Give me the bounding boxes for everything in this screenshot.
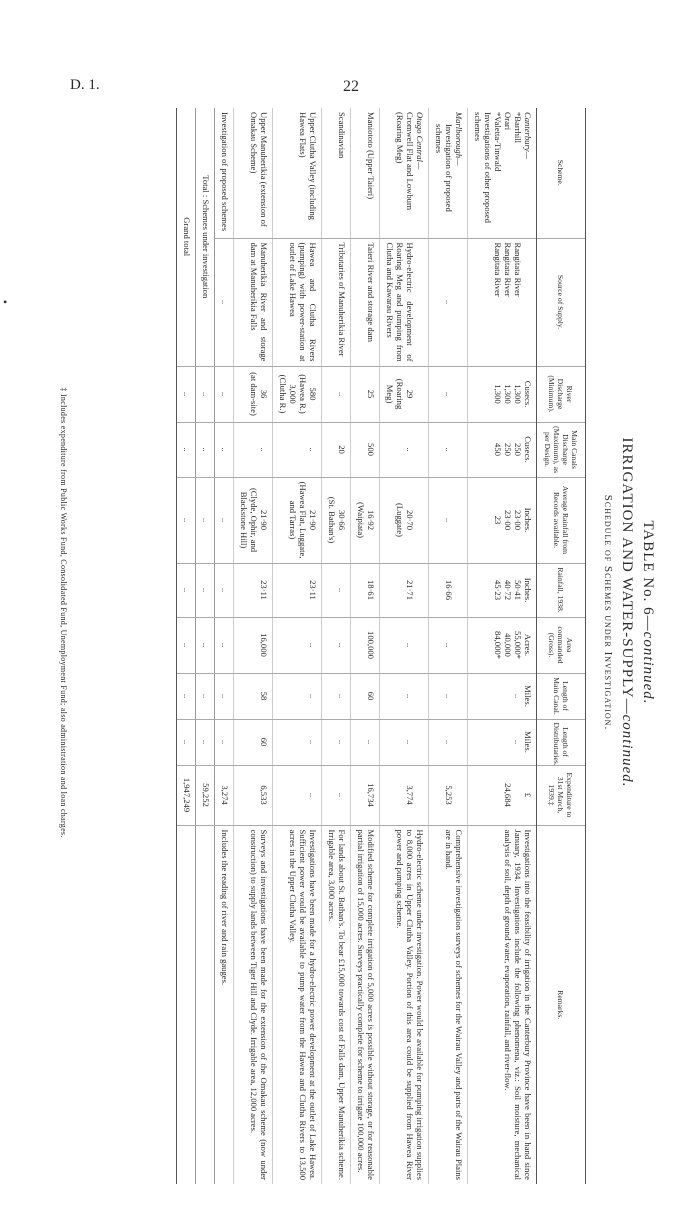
total-remarks xyxy=(196,825,215,1184)
area-cell xyxy=(380,617,429,673)
table-title-text: IRRIGATION AND WATER-SUPPLY xyxy=(619,437,635,699)
value: 250 xyxy=(513,443,523,456)
scheme-name: Investigations of other proposed schemes xyxy=(473,112,493,223)
source-text: Rangitata River xyxy=(503,242,513,297)
total-dots: .. xyxy=(196,563,215,617)
len-dist-cell: 60 xyxy=(234,719,273,765)
value: 21·90 xyxy=(308,509,318,531)
scheme-cell: Upper Manuherikia (extension of Omakau Scheme) xyxy=(234,108,273,238)
value: 580 xyxy=(308,387,318,401)
schedule-table-wrap xyxy=(176,108,586,1184)
grand-total-row xyxy=(177,108,196,1184)
canal-cell: 20 xyxy=(322,422,351,477)
col-rain1938: Rainfall, 1938. xyxy=(537,563,586,617)
unit-label: Miles. xyxy=(523,731,533,753)
region-otago-central: Otago Central— xyxy=(415,112,425,170)
col-remarks: Remarks. xyxy=(537,825,586,1184)
total-dots: .. xyxy=(177,617,196,673)
unit-label: £ xyxy=(523,792,533,798)
table-subtitle: Schedule of Schemes under Investigation. xyxy=(602,494,614,731)
len-dist-cell: .. xyxy=(215,719,234,765)
len-dist-cell: .. xyxy=(351,719,380,765)
remarks-cell: Investigations have been made for a hydro-electric power development at the outlet of Lake Hawea. Sufficient power would be available to pump water from the Hawea and Clutha Rivers to 13,500 acres in the Upper Clutha Valley. xyxy=(273,825,322,1184)
value: .. xyxy=(513,693,523,699)
remarks-cell: Includes the reading of river and rain gauges. xyxy=(215,825,234,1184)
headings xyxy=(602,0,656,1225)
rain1938-cell xyxy=(380,563,429,617)
avg-rain-cell xyxy=(351,477,380,563)
table-number-cont: continued. xyxy=(640,631,656,705)
value: (Waipiata) xyxy=(356,501,366,539)
area-cell: .. xyxy=(322,617,351,673)
river-cell xyxy=(234,366,273,422)
area-cell: 100,000 xyxy=(351,617,380,673)
avg-rain-cell: .. xyxy=(215,477,234,563)
remarks-cell: Comprehensive investigation surveys of schemes for the Wairau Valley and parts of the Wairau Plains are in hand. xyxy=(429,825,468,1184)
avg-rain-cell xyxy=(322,477,351,563)
avg-rain-cell xyxy=(380,477,429,563)
value: .. xyxy=(444,447,454,452)
footnote: ‡ Includes expenditure from Public Works Fund, Consolidated Fund, Unemployment Fund; also administration and loan charges. xyxy=(59,387,68,838)
remarks-cell: Hydro-electric scheme under investigation. Power would be available for pumping irrigation supplies to 8,000 acres in Upper Clutha Valley. Portion of this area could be supplied from Hawea River power and pumping scheme. xyxy=(380,825,429,1184)
value: 250 xyxy=(503,443,513,456)
value: .. xyxy=(444,739,454,745)
unit-label: Miles. xyxy=(523,685,533,707)
col-source: Source of Supply. xyxy=(537,238,586,366)
river-cell xyxy=(273,366,322,422)
value: (Clyde, Ophir, and Blackstone Hill) xyxy=(239,487,259,553)
area-cell xyxy=(468,617,537,673)
expend-cell: 16,734 xyxy=(351,765,380,825)
canal-cell xyxy=(380,422,429,477)
scheme-cell xyxy=(429,108,468,238)
river-cell xyxy=(429,366,468,422)
value: 40,000 xyxy=(503,633,513,657)
expend-cell: .. xyxy=(322,765,351,825)
total-dots: .. xyxy=(196,366,215,422)
expend-cell: 3,274 xyxy=(215,765,234,825)
rain1938-cell xyxy=(468,563,537,617)
expend-cell xyxy=(380,765,429,825)
avg-rain-cell xyxy=(429,477,468,563)
rain1938-cell: 18·61 xyxy=(351,563,380,617)
source-text: Rangitata River xyxy=(513,242,523,297)
value: 23·00 xyxy=(513,509,523,531)
river-cell: .. xyxy=(215,366,234,422)
source-cell xyxy=(380,238,429,366)
value: 23·00 xyxy=(503,509,513,531)
scheme-cell: Upper Clutha Valley (including Hawea Flats) xyxy=(273,108,322,238)
value: 3,000 xyxy=(288,384,298,404)
unit-label: Inches. xyxy=(523,507,533,533)
value: 1,300 xyxy=(513,384,523,404)
total-dots: .. xyxy=(177,719,196,765)
unit-label: Acres. xyxy=(523,633,533,657)
total-dots: .. xyxy=(196,673,215,719)
scheme-name: Investigation of proposed schemes xyxy=(434,124,454,212)
len-main-cell: .. xyxy=(215,673,234,719)
source-cell: .. xyxy=(215,238,234,366)
value: .. xyxy=(444,517,454,523)
len-dist-cell xyxy=(468,719,537,765)
total-dots: .. xyxy=(196,422,215,477)
value: 29 xyxy=(405,389,415,399)
grand-total-remarks xyxy=(177,825,196,1184)
col-len-main: Length of Main Canal. xyxy=(537,673,586,719)
value: .. xyxy=(405,693,415,699)
grand-total-label: Grand total xyxy=(177,108,196,366)
expend-cell xyxy=(429,765,468,825)
header-row xyxy=(537,108,586,1184)
value: 1,300 xyxy=(503,384,513,404)
unit-label: Cusecs. xyxy=(523,380,533,408)
stray-mark: • xyxy=(3,295,8,309)
total-dots: .. xyxy=(196,477,215,563)
table-row xyxy=(273,108,322,1184)
region-marlborough: Marlborough— xyxy=(454,112,464,166)
value: 24,684 xyxy=(503,783,513,807)
table-row xyxy=(380,108,429,1184)
len-main-cell xyxy=(429,673,468,719)
table-number: TABLE No. 6—continued. xyxy=(640,520,656,705)
canal-cell: 500 xyxy=(351,422,380,477)
value: 5,253 xyxy=(444,785,454,805)
value: 30·66 xyxy=(337,509,347,531)
scheme-name: *Valetta-Tinwald xyxy=(493,112,503,172)
canal-cell: .. xyxy=(234,422,273,477)
page-ref: D. 1. xyxy=(70,77,100,93)
total-dots: .. xyxy=(196,719,215,765)
value: .. xyxy=(513,739,523,745)
len-dist-cell xyxy=(429,719,468,765)
scheme-cell: Investigation of proposed schemes xyxy=(215,108,234,238)
area-cell: 16,000 xyxy=(234,617,273,673)
avg-rain-cell xyxy=(468,477,537,563)
len-main-cell xyxy=(468,673,537,719)
value: 16·92 xyxy=(366,509,376,531)
scheme-cell: Maniototo (Upper Taieri) xyxy=(351,108,380,238)
table-number-text: TABLE No. 6 xyxy=(640,520,656,616)
len-main-cell: 58 xyxy=(234,673,273,719)
page-number: 22 xyxy=(343,78,359,95)
value: (St. Bathan's) xyxy=(327,496,337,544)
expend-cell: 6,533 xyxy=(234,765,273,825)
remarks-cell: Investigations into the feasibility of irrigation in the Canterbury Province have been in hand since January, 1934. Investigations include the following phenomena, viz.: Soil moisture, mechanical analysis of soil, depth of ground water, evaporation, rainfall, and river-flow. xyxy=(468,825,537,1184)
scheme-cell: Scandinavian xyxy=(322,108,351,238)
unit-label: Inches. xyxy=(523,577,533,603)
value: 3,774 xyxy=(405,785,415,805)
source-cell xyxy=(468,238,537,366)
total-dots: .. xyxy=(177,563,196,617)
value: 20·70 xyxy=(405,509,415,531)
value: 40·72 xyxy=(503,579,513,601)
expend-cell: .. xyxy=(273,765,322,825)
rain1938-cell: 23·11 xyxy=(234,563,273,617)
remarks-cell: Surveys and investigations have been made for the extension of the Omakau scheme (now under construction) to supply lands between Tiger Hill and Clyde. Irrigable area, 12,000 acres. xyxy=(234,825,273,1184)
value: 21·90 xyxy=(259,509,269,531)
remarks-cell: For lands about St. Bathan's. To bear £15,000 towards cost of Falls dam, Upper Manuherikia scheme. Irrigable area, 3,000 acres. xyxy=(322,825,351,1184)
col-area: Area commanded (Gross). xyxy=(537,617,586,673)
rain1938-cell: .. xyxy=(215,563,234,617)
scheme-name: Orari xyxy=(503,112,513,131)
value: (Clutha R.) xyxy=(278,374,288,414)
expend-cell xyxy=(468,765,537,825)
value: 16·66 xyxy=(444,579,454,601)
col-expend: Expenditure to 31st March, 1939.‡ xyxy=(537,765,586,825)
value: .. xyxy=(405,739,415,745)
value: (at dam-site) xyxy=(249,372,259,416)
scheme-cell xyxy=(380,108,429,238)
river-cell: 25 xyxy=(351,366,380,422)
area-cell: .. xyxy=(273,617,322,673)
canal-cell: .. xyxy=(215,422,234,477)
len-dist-cell: .. xyxy=(273,719,322,765)
value: 55,000* xyxy=(513,631,523,659)
schedule-table xyxy=(176,108,586,1184)
value: (Roaring Meg) xyxy=(385,378,405,410)
total-dots: .. xyxy=(177,673,196,719)
source-cell xyxy=(429,238,468,366)
scheme-name: Cromwell Flat and Lowburn (Roaring Meg) xyxy=(395,112,415,211)
table-row xyxy=(351,108,380,1184)
col-scheme: Scheme. xyxy=(537,108,586,238)
total-dots: .. xyxy=(196,617,215,673)
total-dots: .. xyxy=(177,477,196,563)
avg-rain-cell xyxy=(234,477,273,563)
river-cell xyxy=(380,366,429,422)
value: 450 xyxy=(493,443,503,456)
value: 1,300 xyxy=(493,384,503,404)
total-dots: .. xyxy=(177,366,196,422)
area-cell xyxy=(429,617,468,673)
total-row xyxy=(196,108,215,1184)
value: 23 xyxy=(493,515,503,525)
col-canal: Main Canals Discharge (Maximum), as per Design. xyxy=(537,422,586,477)
len-main-cell: .. xyxy=(322,673,351,719)
value: .. xyxy=(444,642,454,648)
col-len-dist: Length of Distributaries. xyxy=(537,719,586,765)
value: .. xyxy=(444,299,454,305)
table-row xyxy=(322,108,351,1184)
canal-cell xyxy=(468,422,537,477)
source-cell: Hawea and Clutha Rivers (pumping) with power-station at outlet of Lake Hawea xyxy=(273,238,322,366)
rain1938-cell: 23·11 xyxy=(273,563,322,617)
table-row xyxy=(468,108,537,1184)
canal-cell: .. xyxy=(273,422,322,477)
total-dots: .. xyxy=(177,422,196,477)
region-label xyxy=(468,108,537,238)
source-cell: Tributaries of Manuherikia River xyxy=(322,238,351,366)
table-row xyxy=(215,108,234,1184)
len-main-cell: .. xyxy=(273,673,322,719)
canal-cell xyxy=(429,422,468,477)
river-cell: .. xyxy=(322,366,351,422)
value: (Hawea Flat, Luggate, and Tarras) xyxy=(288,481,308,559)
len-main-cell: 60 xyxy=(351,673,380,719)
value: 50·41 xyxy=(513,579,523,601)
value: .. xyxy=(444,693,454,699)
source-cell: Taieri River and storage dam xyxy=(351,238,380,366)
value: (Luggate) xyxy=(395,503,405,537)
col-river: River Discharge (Minimum). xyxy=(537,366,586,422)
unit-label: Cusecs. xyxy=(523,436,533,463)
avg-rain-cell xyxy=(273,477,322,563)
river-cell xyxy=(468,366,537,422)
grand-total-value: 1,947,249 xyxy=(177,765,196,825)
value: 45·23 xyxy=(493,579,503,601)
table-title: IRRIGATION AND WATER-SUPPLY—continued. xyxy=(619,437,635,788)
table-title-cont: continued. xyxy=(619,714,635,788)
len-main-cell xyxy=(380,673,429,719)
value: (Hawea R.) xyxy=(298,374,308,414)
table-row xyxy=(429,108,468,1184)
source-cell: Manuherikia River and storage dam at Manuherikia Falls xyxy=(234,238,273,366)
table-row xyxy=(234,108,273,1184)
rain1938-cell xyxy=(429,563,468,617)
scheme-name: *Barrhill xyxy=(513,112,523,144)
total-value: 59,252 xyxy=(196,765,215,825)
value: 36 xyxy=(259,389,269,399)
value: .. xyxy=(444,391,454,397)
len-dist-cell: .. xyxy=(322,719,351,765)
area-cell: .. xyxy=(215,617,234,673)
remarks-cell: Modified scheme for complete irrigation of 5,000 acres is possible without storage, or for reasonable partial irrigation of 15,000 acres. Surveys practically complete for scheme to irrigate 100,000 acres. xyxy=(351,825,380,1184)
value: 84,000* xyxy=(493,631,503,659)
value: .. xyxy=(405,447,415,452)
value: 21·71 xyxy=(405,579,415,601)
source-text: Hydro-electric development of Roaring Meg and pumping from Clutha and Kawarau Rivers xyxy=(385,242,415,362)
col-avg-rain: Average Rainfall from Records available. xyxy=(537,477,586,563)
value: .. xyxy=(405,642,415,648)
len-dist-cell xyxy=(380,719,429,765)
rain1938-cell: .. xyxy=(322,563,351,617)
region-canterbury: Canterbury— xyxy=(523,112,533,160)
source-text: Rangitata River xyxy=(493,242,503,297)
total-label: Total : Schemes under investigation xyxy=(196,108,215,366)
